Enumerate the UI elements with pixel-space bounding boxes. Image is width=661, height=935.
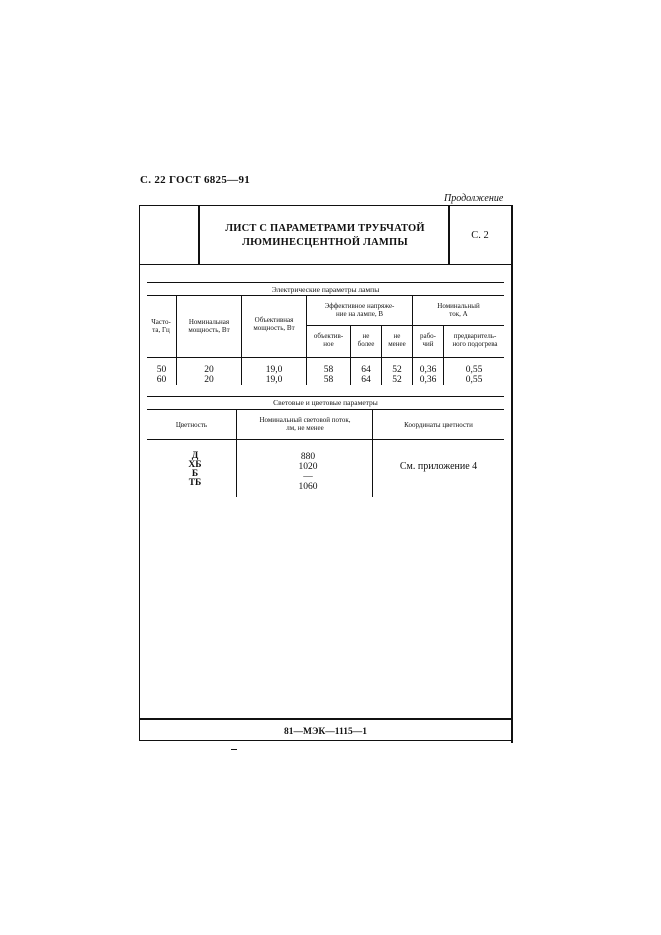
header-frequency: Часто- та, Гц	[151, 318, 171, 334]
header-voltage-min: не менее	[388, 332, 406, 348]
electrical-subheader-rule	[306, 325, 504, 326]
sheet-title-line-2: ЛЮМИНЕСЦЕНТНОЙ ЛАМПЫ	[242, 237, 408, 248]
title-divider-left	[198, 205, 200, 265]
light-header-bottom-rule	[147, 439, 504, 440]
electrical-section-title: Электрические параметры лампы	[271, 285, 380, 294]
table-cell-current-work: 0,36 0,36	[419, 365, 437, 385]
header-voltage-max: не более	[357, 332, 375, 348]
header-voltage-group: Эффективное напряже- ние на лампе, В	[324, 302, 395, 318]
header-voltage-objective: объектив- ное	[313, 332, 344, 348]
header-objective-power: Объективная мощность, Вт	[253, 316, 295, 332]
light-title-rule	[147, 409, 504, 410]
light-vrule-1	[236, 409, 237, 497]
header-nominal-power: Номинальная мощность, Вт	[188, 318, 230, 334]
footer-document-code: 81—МЭК—1115—1	[284, 727, 367, 737]
table-cell-voltage-max: 64 64	[361, 365, 371, 385]
title-divider-right	[448, 205, 450, 265]
header-current-group: Номинальный ток, А	[437, 302, 480, 318]
sheet-title	[206, 222, 444, 250]
table-cell-luminous-flux: 880 1020 — 1060	[298, 452, 318, 492]
continued-label: Продолжение	[444, 193, 504, 204]
header-current-preheat: предваритель- ного подогрева	[452, 332, 498, 348]
electrical-top-rule	[147, 282, 504, 283]
table-cell-nominal-power: 20 20	[204, 365, 214, 385]
header-current-work: рабо- чий	[420, 332, 436, 348]
electrical-title-rule	[147, 295, 504, 296]
table-cell-frequency: 50 60	[156, 365, 167, 385]
header-color: Цветность	[175, 421, 208, 429]
table-cell-chromaticity-value: См. приложение 4	[399, 461, 478, 472]
header-chromaticity-coordinates: Координаты цветности	[404, 421, 473, 429]
sheet-title-line-1: ЛИСТ С ПАРАМЕТРАМИ ТРУБЧАТОЙ	[225, 223, 425, 234]
light-top-rule	[147, 396, 504, 397]
footer-rule	[139, 718, 512, 720]
table-cell-current-preheat: 0,55 0,55	[465, 365, 483, 385]
electrical-header-bottom-rule	[147, 357, 504, 358]
table-cell-voltage-objective: 58 58	[323, 365, 334, 385]
table-cell-color: Д ХБ Б ТБ	[188, 451, 202, 488]
light-section-title: Световые и цветовые параметры	[273, 398, 378, 407]
frame-right-edge	[511, 205, 513, 743]
table-cell-objective-power: 19,0 19,0	[265, 365, 283, 385]
table-cell-voltage-min: 52 52	[392, 365, 402, 385]
sheet-number: С. 2	[471, 230, 489, 241]
page-mark	[231, 749, 237, 750]
page-header: С. 22 ГОСТ 6825—91	[140, 174, 251, 186]
header-luminous-flux: Номинальный световой поток, лм, не менее	[259, 416, 351, 432]
